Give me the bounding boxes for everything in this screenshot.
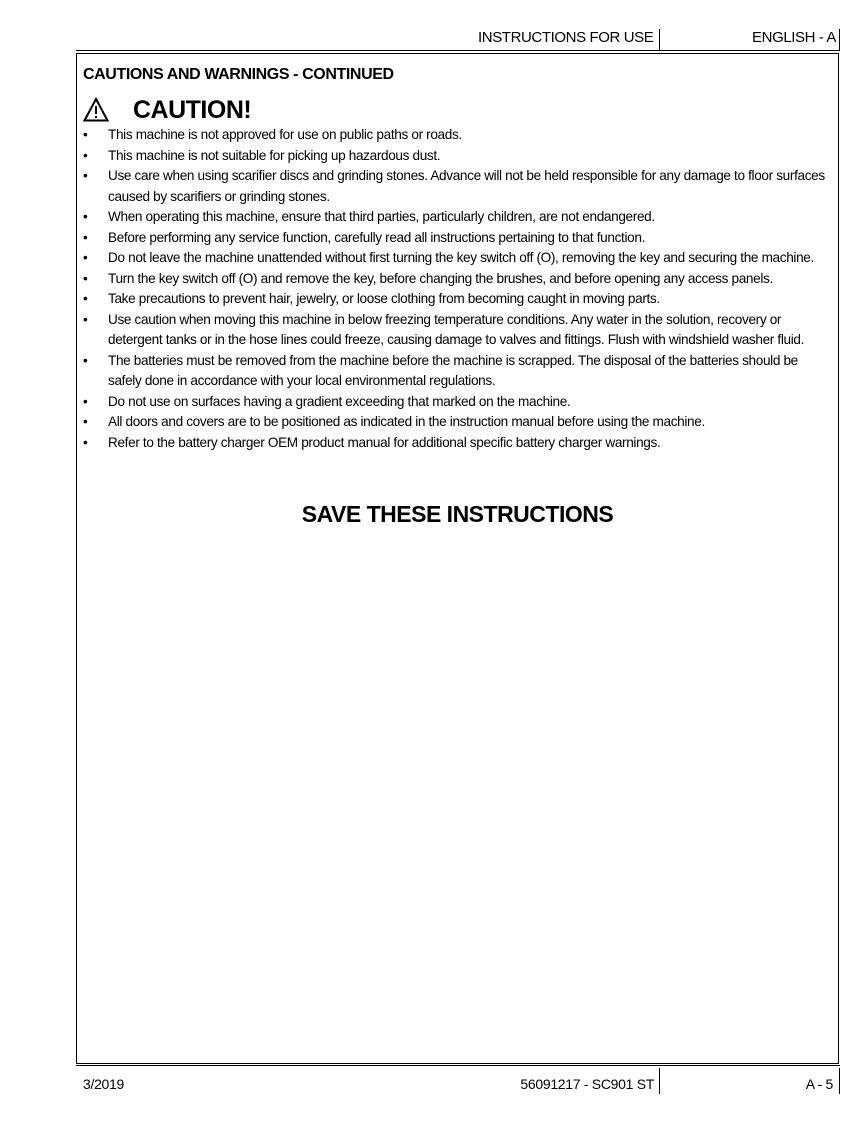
list-item bbox=[83, 351, 833, 392]
list-item-text: This machine is not approved for use on public paths or roads. bbox=[108, 127, 462, 142]
header-edge-tick bbox=[839, 29, 840, 50]
list-item-text: Do not use on surfaces having a gradient exceeding that marked on the machine. bbox=[108, 393, 571, 409]
list-item-text: Use caution when moving this machine in below freezing temperature conditions. Any water in the solution, recovery or detergent tanks or in the hose lines could freeze, causing damage to valves and fittings. Flush with windshield washer fluid. bbox=[108, 311, 805, 347]
header-title: INSTRUCTIONS FOR USE bbox=[478, 29, 654, 46]
caution-heading: CAUTION! bbox=[133, 96, 252, 124]
bullet-dot: • bbox=[83, 168, 88, 183]
footer-date: 3/2019 bbox=[83, 1076, 125, 1092]
bullet-dot: • bbox=[83, 291, 88, 306]
list-item-text: Refer to the battery charger OEM product manual for additional specific battery charger warnings. bbox=[108, 434, 661, 450]
list-item bbox=[83, 269, 833, 290]
warning-triangle-icon bbox=[83, 97, 109, 123]
bullet-dot: • bbox=[83, 127, 88, 142]
section-title: CAUTIONS AND WARNINGS - CONTINUED bbox=[83, 66, 394, 83]
list-item bbox=[83, 228, 833, 249]
list-item-text: When operating this machine, ensure that third parties, particularly children, are not endangered. bbox=[108, 209, 655, 224]
footer-model-number: 56091217 - SC901 ST bbox=[520, 1076, 654, 1092]
bullet-dot: • bbox=[83, 209, 88, 224]
list-item bbox=[83, 166, 833, 207]
list-item bbox=[83, 146, 833, 167]
bullet-dot: • bbox=[83, 311, 88, 327]
list-item bbox=[83, 207, 833, 228]
footer-page-number: A - 5 bbox=[805, 1076, 833, 1092]
list-item-text: This machine is not suitable for picking up hazardous dust. bbox=[108, 147, 441, 163]
list-item bbox=[83, 125, 833, 146]
bullet-dot: • bbox=[83, 147, 88, 163]
list-item bbox=[83, 433, 833, 454]
list-item bbox=[83, 392, 833, 413]
bullet-dot: • bbox=[83, 270, 88, 286]
caution-heading-row bbox=[83, 94, 251, 126]
list-item-text: Take precautions to prevent hair, jewelry, or loose clothing from becoming caught in moving parts. bbox=[108, 291, 660, 306]
list-item bbox=[83, 412, 833, 433]
bullet-dot: • bbox=[83, 414, 88, 429]
bullet-dot: • bbox=[83, 250, 88, 265]
caution-list bbox=[83, 125, 833, 453]
list-item-text: All doors and covers are to be positioned as indicated in the instruction manual before using the machine. bbox=[108, 414, 705, 429]
bullet-dot: • bbox=[83, 393, 88, 409]
list-item-text: Use care when using scarifier discs and grinding stones. Advance will not be held responsible for any damage to floor surfaces caused by scarifiers or grinding stones. bbox=[108, 168, 825, 204]
list-item-text: The batteries must be removed from the machine before the machine is scrapped. The disposal of the batteries should be safely done in accordance with your local environmental regulations. bbox=[108, 352, 798, 388]
list-item bbox=[83, 310, 833, 351]
header-rule bbox=[76, 50, 840, 51]
save-instructions-heading: SAVE THESE INSTRUCTIONS bbox=[301, 501, 614, 527]
bullet-dot: • bbox=[83, 434, 88, 450]
list-item bbox=[83, 289, 833, 310]
bullet-dot: • bbox=[83, 352, 88, 368]
footer-edge-tick bbox=[839, 1068, 840, 1094]
list-item bbox=[83, 248, 833, 269]
bullet-dot: • bbox=[83, 229, 88, 245]
header-language: ENGLISH - A bbox=[752, 29, 836, 46]
list-item-text: Turn the key switch off (O) and remove the key, before changing the brushes, and before opening any access panels. bbox=[108, 270, 773, 286]
list-item-text: Do not leave the machine unattended without first turning the key switch off (O), removing the key and securing the machine. bbox=[108, 250, 814, 265]
footer-divider bbox=[659, 1068, 660, 1094]
list-item-text: Before performing any service function, carefully read all instructions pertaining to that function. bbox=[108, 229, 645, 245]
footer-rule bbox=[76, 1065, 840, 1066]
header-divider bbox=[659, 29, 660, 50]
